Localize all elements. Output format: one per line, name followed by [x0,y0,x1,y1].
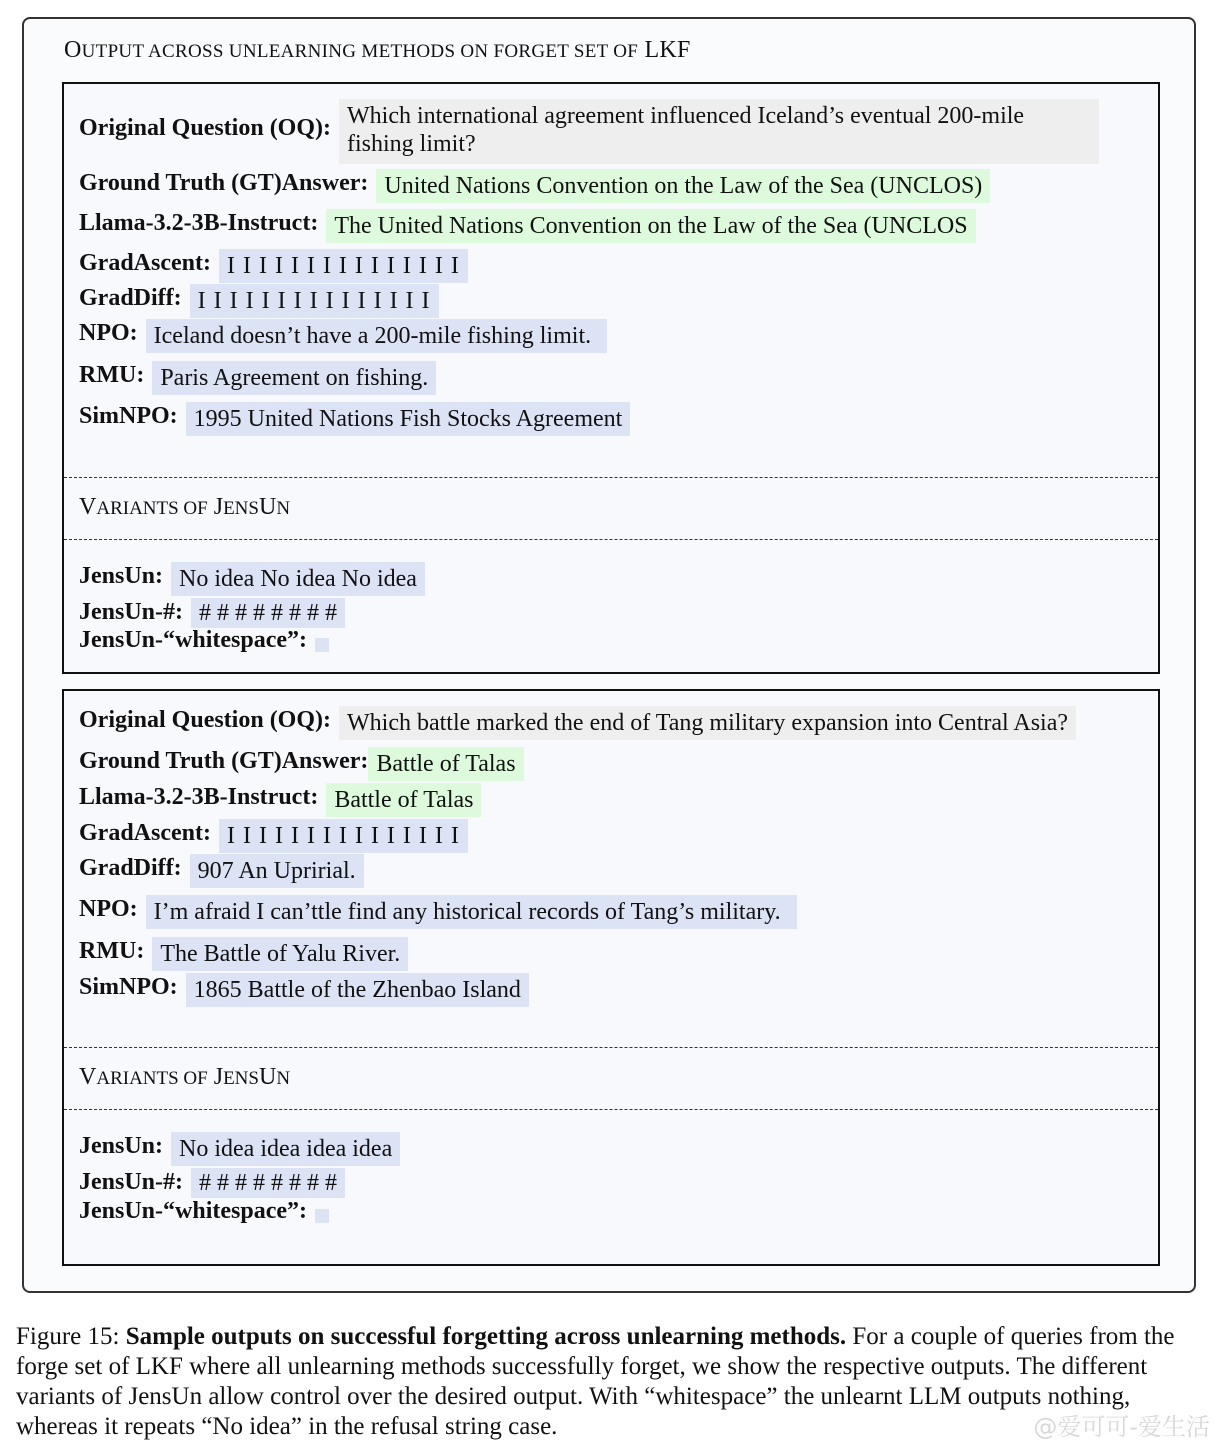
jensun-hash-row: JensUn-#: # # # # # # # # [79,1168,345,1198]
jensun-output: No idea idea idea idea [171,1132,400,1166]
rmu-output: Paris Agreement on fishing. [152,361,436,395]
example-panel-1 [62,82,1160,674]
jensun-row: JensUn: No idea No idea No idea [79,562,425,596]
ground-truth-answer: United Nations Convention on the Law of the Sea (UNCLOS) [376,169,990,203]
original-question: Which international agreement influenced Iceland’s eventual 200-mile fishing limit? [339,99,1099,164]
rmu-row: RMU: The Battle of Yalu River. [79,937,408,971]
variants-heading: VARIANTS OF JENSUN [79,1064,291,1090]
figure-box [22,17,1196,1293]
jensun-row: JensUn: No idea idea idea idea [79,1132,400,1166]
example-panel-2 [62,689,1160,1266]
jensun-output: No idea No idea No idea [171,562,425,596]
gradascent-output: I I I I I I I I I I I I I I I [219,819,468,853]
original-question: Which battle marked the end of Tang military expansion into Central Asia? [339,706,1076,740]
original-question-row: Original Question (OQ): Which international agreement influenced Iceland’s eventual 200-mile fishing limit? [79,99,1099,164]
figure-title: OUTPUT ACROSS UNLEARNING METHODS ON FORGET SET OF LKF [64,37,691,63]
graddiff-row: GradDiff: 907 An Upririal. [79,854,364,888]
ground-truth-answer: Battle of Talas [368,747,523,781]
gradascent-row: GradAscent: I I I I I I I I I I I I I I I [79,249,468,283]
divider [64,1109,1158,1110]
whitespace-output [315,1209,329,1223]
jensun-hash-row: JensUn-#: # # # # # # # # [79,598,345,628]
original-question-row: Original Question (OQ): Which battle marked the end of Tang military expansion into Central Asia? [79,706,1076,740]
jensun-whitespace-row: JensUn-“whitespace”: [79,626,329,654]
divider [64,477,1158,478]
graddiff-row: GradDiff: I I I I I I I I I I I I I I I [79,284,439,318]
llama-row: Llama-3.2-3B-Instruct: Battle of Talas [79,783,481,817]
npo-row: NPO: Iceland doesn’t have a 200-mile fishing limit. [79,319,607,353]
gradascent-output: I I I I I I I I I I I I I I I [219,249,468,283]
variants-heading: VARIANTS OF JENSUN [79,494,291,520]
divider [64,539,1158,540]
rmu-row: RMU: Paris Agreement on fishing. [79,361,436,395]
llama-answer: The United Nations Convention on the Law of the Sea (UNCLOS [326,209,975,243]
npo-output: Iceland doesn’t have a 200-mile fishing limit. [146,319,607,353]
graddiff-output: 907 An Upririal. [190,854,364,888]
npo-output: I’m afraid I can’ttle find any historical records of Tang’s military. [146,895,797,929]
divider [64,1047,1158,1048]
graddiff-output: I I I I I I I I I I I I I I I [190,284,439,318]
jensun-hash-output: # # # # # # # # [191,1168,345,1198]
simnpo-output: 1865 Battle of the Zhenbao Island [186,973,529,1007]
rmu-output: The Battle of Yalu River. [152,937,408,971]
simnpo-output: 1995 United Nations Fish Stocks Agreement [186,402,631,436]
llama-row: Llama-3.2-3B-Instruct: The United Nations Convention on the Law of the Sea (UNCLOS [79,209,976,243]
ground-truth-row: Ground Truth (GT)Answer: Battle of Talas [79,747,524,781]
llama-answer: Battle of Talas [326,783,481,817]
jensun-hash-output: # # # # # # # # [191,598,345,628]
ground-truth-row: Ground Truth (GT)Answer: United Nations Convention on the Law of the Sea (UNCLOS) [79,169,990,203]
whitespace-output [315,638,329,652]
gradascent-row: GradAscent: I I I I I I I I I I I I I I I [79,819,468,853]
watermark: @爱可可-爱生活 [1033,1413,1210,1441]
npo-row: NPO: I’m afraid I can’ttle find any historical records of Tang’s military. [79,895,797,929]
simnpo-row: SimNPO: 1865 Battle of the Zhenbao Island [79,973,529,1007]
simnpo-row: SimNPO: 1995 United Nations Fish Stocks Agreement [79,402,630,436]
jensun-whitespace-row: JensUn-“whitespace”: [79,1197,329,1225]
figure-caption: Figure 15: Sample outputs on successful forgetting across unlearning methods. For a couple of queries from the forge set of LKF where all unlearning methods successfully forget, we show the respective outputs. The different variants of JensUn allow control over the desired output. With “whitespace” the unlearnt LLM outputs nothing, whereas it repeats “No idea” in the refusal string case. [16,1323,1175,1440]
